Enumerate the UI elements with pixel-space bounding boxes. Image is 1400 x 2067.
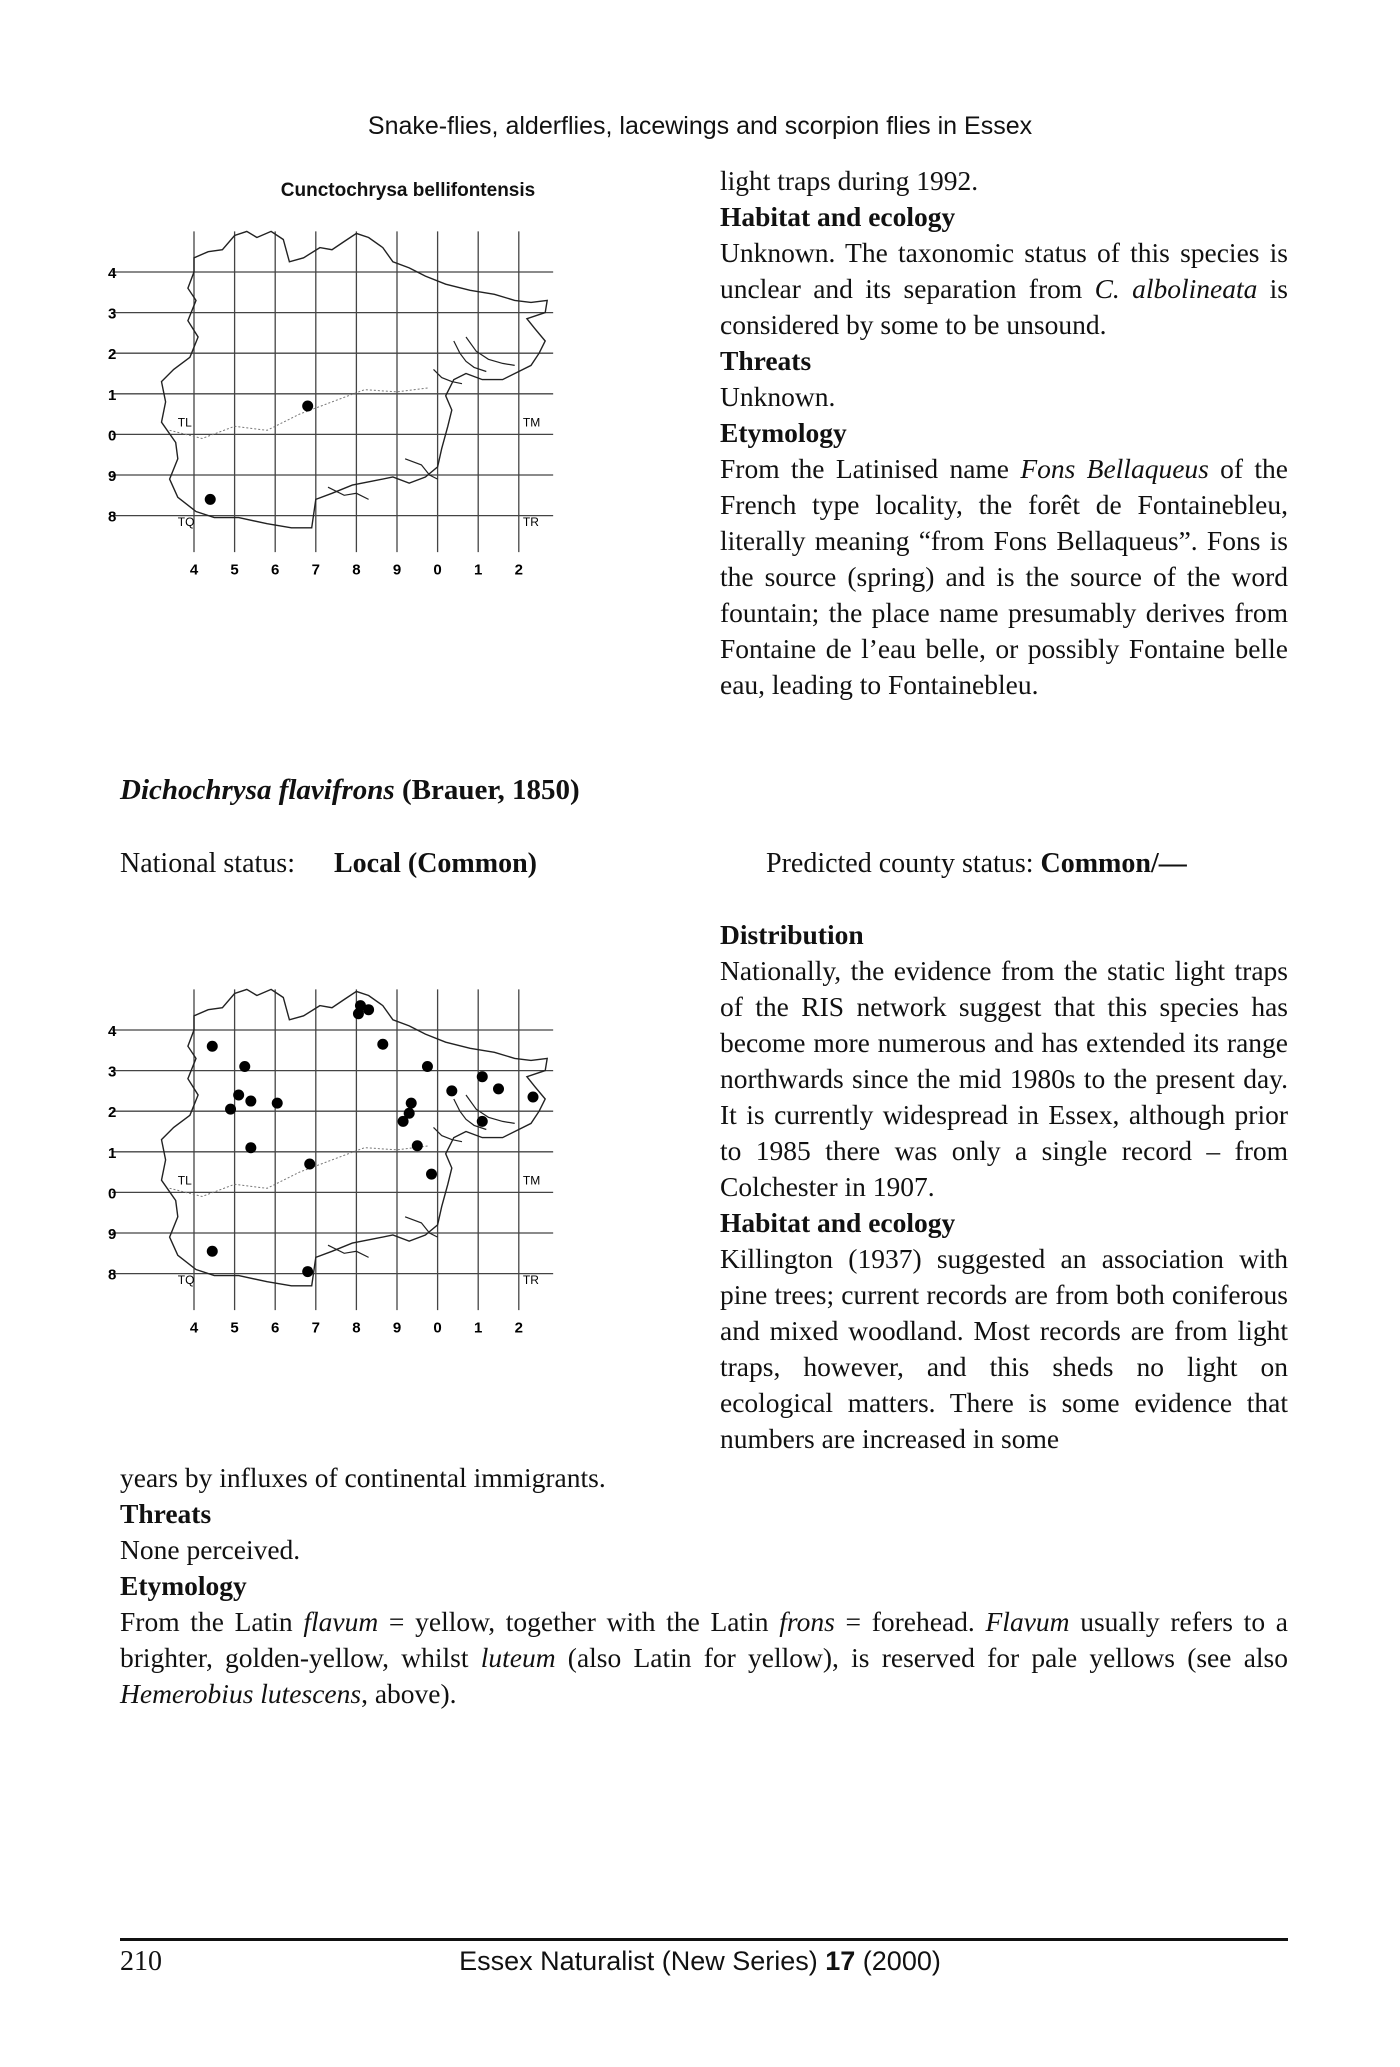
easting-label: 4: [189, 1319, 199, 1337]
heading-habitat: Habitat and ecology: [720, 1207, 956, 1238]
grid-square-label: TR: [522, 1272, 539, 1287]
species2-text: [720, 917, 1288, 1457]
northing-label: 3: [108, 1063, 117, 1081]
record-dot: [426, 1169, 437, 1180]
record-dot: [207, 1041, 218, 1052]
easting-label: 5: [230, 561, 239, 579]
easting-label: 6: [271, 561, 280, 579]
grid-square-label: TL: [177, 415, 192, 430]
county-outline: [162, 231, 548, 527]
continued-text: light traps during 1992.: [720, 165, 979, 196]
easting-label: 1: [474, 561, 483, 579]
national-status-value: Local (Common): [334, 848, 537, 879]
record-dot: [377, 1039, 388, 1050]
record-dot: [304, 1158, 315, 1169]
boundary-line: [170, 1146, 430, 1197]
northing-label: 9: [108, 468, 117, 485]
easting-label: 8: [352, 561, 361, 579]
northing-label: 8: [108, 1266, 117, 1284]
threats-text: Unknown.: [720, 381, 836, 412]
species-name: Dichochrysa flavifrons: [120, 774, 395, 806]
easting-label: 2: [514, 561, 523, 579]
northing-label: 1: [108, 386, 117, 404]
record-dot: [302, 1266, 313, 1277]
national-status: National status:: [120, 848, 295, 879]
easting-label: 4: [189, 561, 199, 579]
record-dot: [245, 1142, 256, 1153]
record-dot: [239, 1061, 250, 1072]
estuary-line: [328, 487, 369, 499]
species2-heading: [120, 774, 580, 807]
heading-distribution: Distribution: [720, 919, 864, 950]
northing-label: 4: [108, 265, 117, 282]
record-dot: [272, 1098, 283, 1109]
northing-label: 4: [108, 1023, 117, 1040]
record-dot: [363, 1004, 374, 1015]
county-outline: [162, 989, 548, 1285]
grid-square-label: TQ: [177, 1272, 195, 1287]
continued-text: years by influxes of continental immigrants.: [120, 1462, 606, 1493]
estuary-line: [466, 1095, 515, 1123]
record-dot: [398, 1116, 409, 1127]
record-dot: [205, 494, 216, 505]
heading-etymology: Etymology: [120, 1570, 247, 1601]
record-dot: [353, 1008, 364, 1019]
species1-text: [720, 163, 1288, 703]
etymology-text: From the Latinised name Fons Bellaqueus of the French type locality, the forêt de Fontainebleu, literally meaning “from Fons Bellaqueus”. Fons is the source (spring) and is the source of the word fountain; the place name presumably derives from Fontaine de l’eau belle, or possibly Fontaine belle eau, leading to Fontainebleu.: [720, 453, 1288, 700]
species2-text-continued: [120, 1460, 1288, 1712]
easting-label: 0: [433, 1319, 442, 1337]
grid-square-label: TM: [522, 415, 541, 430]
page-number: 210: [120, 1946, 162, 1977]
estuary-line: [454, 341, 487, 372]
grid-square-label: TM: [522, 1173, 541, 1188]
record-dot: [406, 1098, 417, 1109]
heading-threats: Threats: [120, 1498, 212, 1529]
distribution-map-1: [108, 170, 688, 690]
easting-label: 9: [392, 1319, 402, 1337]
estuary-line: [466, 337, 515, 365]
northing-label: 2: [108, 346, 117, 364]
distribution-map-2: [108, 928, 688, 1448]
easting-label: 7: [311, 1319, 320, 1337]
estuary-line: [405, 459, 438, 479]
heading-habitat: Habitat and ecology: [720, 201, 956, 232]
record-dot: [493, 1083, 504, 1094]
easting-label: 0: [433, 561, 442, 579]
grid-square-label: TL: [177, 1173, 192, 1188]
record-dot: [528, 1091, 539, 1102]
record-dot: [422, 1061, 433, 1072]
grid-square-label: TR: [522, 514, 539, 529]
grid-square-label: TQ: [177, 514, 195, 529]
northing-label: 0: [108, 427, 117, 445]
boundary-line: [170, 388, 430, 439]
estuary-line: [328, 1245, 369, 1257]
record-dot: [477, 1071, 488, 1082]
map-svg: [108, 928, 688, 1448]
record-dot: [412, 1140, 423, 1151]
easting-label: 7: [311, 561, 320, 579]
record-dot: [233, 1089, 244, 1100]
easting-label: 2: [514, 1319, 523, 1337]
record-dot: [302, 400, 313, 411]
heading-etymology: Etymology: [720, 417, 847, 448]
etymology-text: From the Latin flavum = yellow, together with the Latin frons = forehead. Flavum usually refers to a brighter, golden-yellow, whilst luteum (also Latin for yellow), is reserved for pale yellows (see also Hemerobius lutescens, above).: [120, 1606, 1289, 1709]
northing-label: 8: [108, 508, 117, 526]
species-authority: (Brauer, 1850): [394, 774, 580, 806]
threats-text: None perceived.: [120, 1534, 301, 1565]
journal-citation: Essex Naturalist (New Series) 17 (2000): [459, 1946, 941, 1976]
heading-threats: Threats: [720, 345, 812, 376]
footer-rule: [120, 1938, 1288, 1941]
northing-label: 2: [108, 1104, 117, 1122]
habitat-text: Unknown. The taxonomic status of this species is unclear and its separation from C. albolineata is considered by some to be unsound.: [720, 237, 1288, 340]
record-dot: [225, 1104, 236, 1115]
northing-label: 3: [108, 305, 117, 323]
record-dot: [446, 1085, 457, 1096]
distribution-text: Nationally, the evidence from the static light traps of the RIS network suggest that this species has become more numerous and has extended its range northwards since the mid 1980s to the present day. It is currently widespread in Essex, although prior to 1985 there was only a single record – from Colchester in 1907.: [720, 955, 1288, 1202]
northing-label: 9: [108, 1226, 117, 1243]
record-dot: [245, 1096, 256, 1107]
map-title: Cunctochrysa bellifontensis: [280, 180, 536, 201]
easting-label: 8: [352, 1319, 361, 1337]
easting-label: 5: [230, 1319, 239, 1337]
predicted-county-status: Predicted county status: Common/—: [766, 848, 1187, 879]
map-svg: [108, 170, 688, 690]
habitat-text: Killington (1937) suggested an association with pine trees; current records are from both coniferous and mixed woodland. Most records are from light traps, however, and this sheds no light on ecological matters. There is some evidence that numbers are increased in some: [720, 1243, 1288, 1454]
estuary-line: [405, 1217, 438, 1237]
record-dot: [477, 1116, 488, 1127]
easting-label: 9: [392, 561, 402, 579]
easting-label: 1: [474, 1319, 483, 1337]
northing-label: 0: [108, 1185, 117, 1203]
northing-label: 1: [108, 1144, 117, 1162]
record-dot: [207, 1246, 218, 1257]
easting-label: 6: [271, 1319, 280, 1337]
running-head: Snake-flies, alderflies, lacewings and scorpion flies in Essex: [367, 112, 1033, 140]
